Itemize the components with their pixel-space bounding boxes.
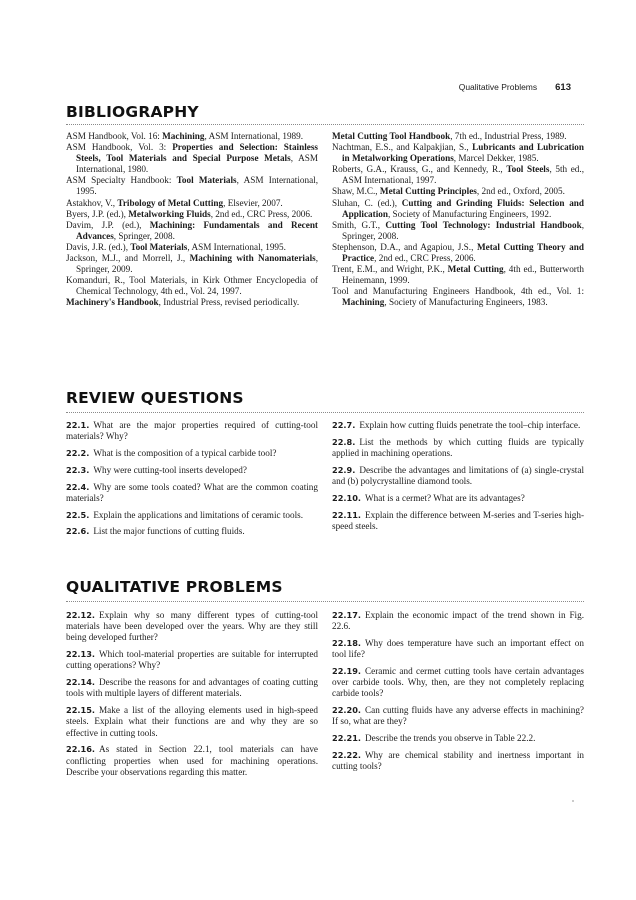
question-number: 22.17. bbox=[332, 610, 362, 620]
entry-post: , Industrial Press, revised periodically. bbox=[158, 297, 300, 308]
question-item bbox=[66, 649, 318, 671]
review-columns bbox=[66, 420, 584, 543]
entry-post: , Springer, 2008. bbox=[342, 219, 584, 241]
question-number: 22.20. bbox=[332, 705, 362, 716]
entry-pre: Stephenson, D.A., and Agapiou, J.S., bbox=[332, 241, 477, 252]
question-item bbox=[332, 750, 584, 772]
entry-pre: Jackson, M.J., and Morrell, J., bbox=[66, 253, 190, 264]
question-text: Describe the trends you observe in Table 22.2. bbox=[365, 733, 536, 744]
question-text: Explain how cutting fluids penetrate the tool–chip interface. bbox=[359, 420, 581, 430]
entry-ttl: Machining bbox=[162, 131, 205, 141]
question-item bbox=[66, 677, 318, 699]
bibliography-entry bbox=[332, 198, 584, 220]
question-item bbox=[66, 744, 318, 778]
entry-post: , ASM International, 1980. bbox=[76, 153, 319, 175]
question-text: What is the composition of a typical carbide tool? bbox=[93, 448, 277, 458]
bibliography-entry bbox=[332, 142, 584, 164]
bibliography-entry bbox=[66, 220, 318, 242]
question-item bbox=[332, 420, 584, 431]
question-text: Can cutting fluids have any adverse effects in machining? If so, what are they? bbox=[332, 705, 584, 727]
question-number: 22.18. bbox=[332, 638, 362, 648]
entry-ttl: Machinery's Handbook bbox=[66, 297, 159, 308]
entry-ttl: Cutting Tool Technology: Industrial Handbook bbox=[385, 219, 582, 230]
question-number: 22.16. bbox=[66, 744, 96, 755]
entry-pre: Shaw, M.C., bbox=[332, 186, 380, 197]
entry-pre: ASM Specialty Handbook: bbox=[66, 175, 177, 186]
question-text: Describe the reasons for and advantages of coating cutting tools with multiple layers of different materials. bbox=[66, 677, 318, 699]
entry-pre: Davis, J.R. (ed.), bbox=[66, 241, 131, 252]
bibliography-entry bbox=[66, 198, 318, 209]
entry-ttl: Tool Materials bbox=[130, 241, 188, 252]
stray-mark bbox=[572, 800, 574, 802]
question-item bbox=[66, 448, 318, 459]
question-number: 22.22. bbox=[332, 750, 362, 760]
question-number: 22.14. bbox=[66, 677, 96, 688]
bibliography-entry bbox=[66, 142, 318, 175]
question-number: 22.6. bbox=[66, 526, 90, 537]
question-text: Explain the applications and limitations of ceramic tools. bbox=[93, 509, 304, 520]
bibliography-entry bbox=[332, 286, 584, 308]
page-number: 613 bbox=[555, 82, 571, 93]
entry-post: , ASM International, 1989. bbox=[204, 131, 304, 141]
question-text: Explain the economic impact of the trend shown in Fig. 22.6. bbox=[332, 610, 584, 632]
entry-pre: Davim, J.P. (ed.), bbox=[66, 219, 150, 230]
entry-post: , Elsevier, 2007. bbox=[223, 197, 283, 208]
entry-post: , 2nd ed., CRC Press, 2006. bbox=[210, 208, 313, 219]
bibliography-entry bbox=[332, 186, 584, 197]
question-text: Why were cutting-tool inserts developed? bbox=[93, 464, 247, 475]
bibliography-divider bbox=[66, 124, 584, 125]
question-item bbox=[332, 705, 584, 727]
entry-pre: Tool and Manufacturing Engineers Handbook, 4th ed., Vol. 1: bbox=[332, 286, 584, 297]
question-number: 22.5. bbox=[66, 509, 90, 520]
review-divider bbox=[66, 412, 584, 413]
question-item bbox=[332, 465, 584, 487]
question-item bbox=[66, 465, 318, 476]
question-text: Make a list of the alloying elements used in high-speed steels. Explain what their functions are and why they are so effective in cutting tools. bbox=[66, 705, 318, 738]
bibliography-left-column bbox=[66, 131, 318, 309]
entry-pre: Sluhan, C. (ed.), bbox=[332, 197, 402, 208]
entry-ttl: Cutting and Grinding Fluids: Selection and Application bbox=[342, 197, 585, 219]
question-number: 22.1. bbox=[66, 420, 90, 430]
bibliography-entry bbox=[66, 275, 318, 297]
entry-ttl: Tribology of Metal Cutting bbox=[117, 197, 224, 208]
question-item bbox=[66, 510, 318, 521]
entry-ttl: Machining with Nanomaterials bbox=[189, 253, 316, 264]
entry-pre: Roberts, G.A., Krauss, G., and Kennedy, R., bbox=[332, 164, 507, 175]
question-text: List the major functions of cutting fluids. bbox=[93, 526, 245, 537]
entry-pre: Byers, J.P. (ed.), bbox=[66, 208, 129, 219]
question-text: Describe the advantages and limitations of (a) single-crystal and (b) polycrystalline diamond tools. bbox=[332, 464, 584, 486]
question-item bbox=[66, 610, 318, 644]
bibliography-entry bbox=[332, 164, 584, 186]
question-text: Ceramic and cermet cutting tools have certain advantages over carbide tools. Why, then, are they not completely replacing carbide tools? bbox=[332, 666, 584, 699]
question-number: 22.10. bbox=[332, 492, 362, 503]
question-number: 22.3. bbox=[66, 464, 90, 475]
running-title: Qualitative Problems bbox=[458, 82, 538, 92]
question-item bbox=[66, 420, 318, 442]
bibliography-entry bbox=[332, 264, 584, 286]
question-number: 22.15. bbox=[66, 705, 96, 716]
entry-post: , Springer, 2009. bbox=[76, 253, 318, 275]
entry-ttl: Properties and Selection: Stainless Steels, Tool Materials and Special Purpose Metals bbox=[76, 142, 318, 164]
bibliography-entry bbox=[66, 253, 318, 275]
entry-post: , 7th ed., Industrial Press, 1989. bbox=[450, 131, 567, 141]
entry-ttl: Metal Cutting Principles bbox=[379, 186, 477, 197]
entry-ttl: Tool Steels bbox=[506, 164, 550, 175]
question-item bbox=[332, 733, 584, 744]
entry-ttl: Metalworking Fluids bbox=[128, 208, 211, 219]
question-item bbox=[66, 526, 318, 537]
qualitative-left-column bbox=[66, 610, 318, 784]
question-number: 22.19. bbox=[332, 666, 362, 676]
question-text: Which tool-material properties are suitable for interrupted cutting operations? Why? bbox=[66, 649, 318, 671]
entry-post: , 2nd ed., Oxford, 2005. bbox=[476, 186, 565, 197]
running-head bbox=[459, 82, 571, 93]
entry-ttl: Tool Materials bbox=[176, 175, 237, 186]
question-number: 22.12. bbox=[66, 610, 96, 620]
question-number: 22.13. bbox=[66, 649, 96, 660]
bibliography-entry bbox=[66, 209, 318, 220]
qualitative-right-column bbox=[332, 610, 584, 784]
question-text: Explain the difference between M-series and T-series high-speed steels. bbox=[332, 509, 584, 531]
entry-post: , Springer, 2008. bbox=[113, 230, 175, 241]
entry-post: , 2nd ed., CRC Press, 2006. bbox=[374, 253, 476, 264]
qualitative-divider bbox=[66, 601, 584, 602]
question-text: Why are chemical stability and inertness important in cutting tools? bbox=[332, 750, 584, 772]
question-number: 22.7. bbox=[332, 420, 356, 430]
bibliography-entry bbox=[66, 242, 318, 253]
entry-post: , ASM International, 1995. bbox=[76, 175, 318, 197]
bibliography-right-column bbox=[332, 131, 584, 309]
entry-ttl: Metal Cutting Theory and Practice bbox=[342, 241, 584, 264]
question-text: Explain why so many different types of cutting-tool materials have been developed over the years. Why are they still being developed further? bbox=[66, 610, 318, 643]
question-number: 22.11. bbox=[332, 509, 362, 520]
entry-post: , 4th ed., Butterworth Heinemann, 1999. bbox=[342, 264, 584, 286]
entry-ttl: Machining bbox=[342, 297, 385, 308]
entry-pre: Smith, G.T., bbox=[332, 219, 386, 230]
question-text: Why does temperature have such an important effect on tool life? bbox=[332, 638, 584, 660]
question-number: 22.9. bbox=[332, 464, 356, 475]
entry-ttl: Lubricants and Lubrication in Metalworking Operations bbox=[342, 142, 585, 164]
question-number: 22.2. bbox=[66, 448, 90, 458]
question-text: What is a cermet? What are its advantages? bbox=[365, 492, 525, 503]
entry-post: , Society of Manufacturing Engineers, 1992. bbox=[387, 208, 552, 219]
review-questions-heading: REVIEW QUESTIONS bbox=[66, 389, 244, 407]
qualitative-problems-heading: QUALITATIVE PROBLEMS bbox=[66, 578, 283, 596]
bibliography-columns bbox=[66, 131, 584, 309]
question-number: 22.8. bbox=[332, 436, 356, 447]
question-item bbox=[66, 705, 318, 739]
entry-pre: ASM Handbook, Vol. 3: bbox=[66, 142, 173, 153]
entry-post: , Society of Manufacturing Engineers, 1983. bbox=[384, 297, 548, 308]
entry-pre: Astakhov, V., bbox=[66, 197, 118, 208]
question-item bbox=[332, 493, 584, 504]
entry-pre: Komanduri, R., Tool Materials, in Kirk Othmer Encyclopedia of Chemical Technology, 4th ed., Vol. 24, 1997. bbox=[66, 275, 318, 297]
question-item bbox=[66, 482, 318, 504]
entry-pre: Trent, E.M., and Wright, P.K., bbox=[332, 264, 448, 275]
entry-ttl: Machining: Fundamentals and Recent Advances bbox=[76, 219, 318, 241]
question-item bbox=[332, 510, 584, 532]
review-left-column bbox=[66, 420, 318, 543]
question-number: 22.4. bbox=[66, 481, 90, 492]
bibliography-heading: BIBLIOGRAPHY bbox=[66, 103, 199, 121]
entry-post: , ASM International, 1995. bbox=[187, 241, 286, 252]
review-right-column bbox=[332, 420, 584, 543]
question-item bbox=[332, 666, 584, 700]
question-text: What are the major properties required of cutting-tool materials? Why? bbox=[66, 420, 318, 442]
bibliography-entry bbox=[66, 175, 318, 197]
bibliography-entry bbox=[332, 220, 584, 242]
question-item bbox=[332, 437, 584, 459]
entry-pre: ASM Handbook, Vol. 16: bbox=[66, 131, 163, 141]
entry-post: , 5th ed., ASM International, 1997. bbox=[342, 164, 584, 186]
entry-post: , Marcel Dekker, 1985. bbox=[453, 153, 539, 164]
bibliography-entry bbox=[66, 131, 318, 142]
bibliography-entry bbox=[332, 242, 584, 264]
bibliography-entry bbox=[66, 297, 318, 308]
question-text: As stated in Section 22.1, tool materials can have conflicting properties when used for machining operations. Describe your observations regarding this matter. bbox=[66, 744, 318, 777]
question-item bbox=[332, 610, 584, 632]
entry-pre: Nachtman, E.S., and Kalpakjian, S., bbox=[332, 142, 473, 153]
bibliography-entry bbox=[332, 131, 584, 142]
qualitative-columns bbox=[66, 610, 584, 784]
question-item bbox=[332, 638, 584, 660]
entry-ttl: Metal Cutting Tool Handbook bbox=[332, 131, 451, 141]
question-number: 22.21. bbox=[332, 733, 362, 744]
question-text: List the methods by which cutting fluids are typically applied in machining operations. bbox=[332, 436, 584, 458]
question-text: Why are some tools coated? What are the common coating materials? bbox=[66, 481, 318, 503]
entry-ttl: Metal Cutting bbox=[447, 264, 504, 275]
